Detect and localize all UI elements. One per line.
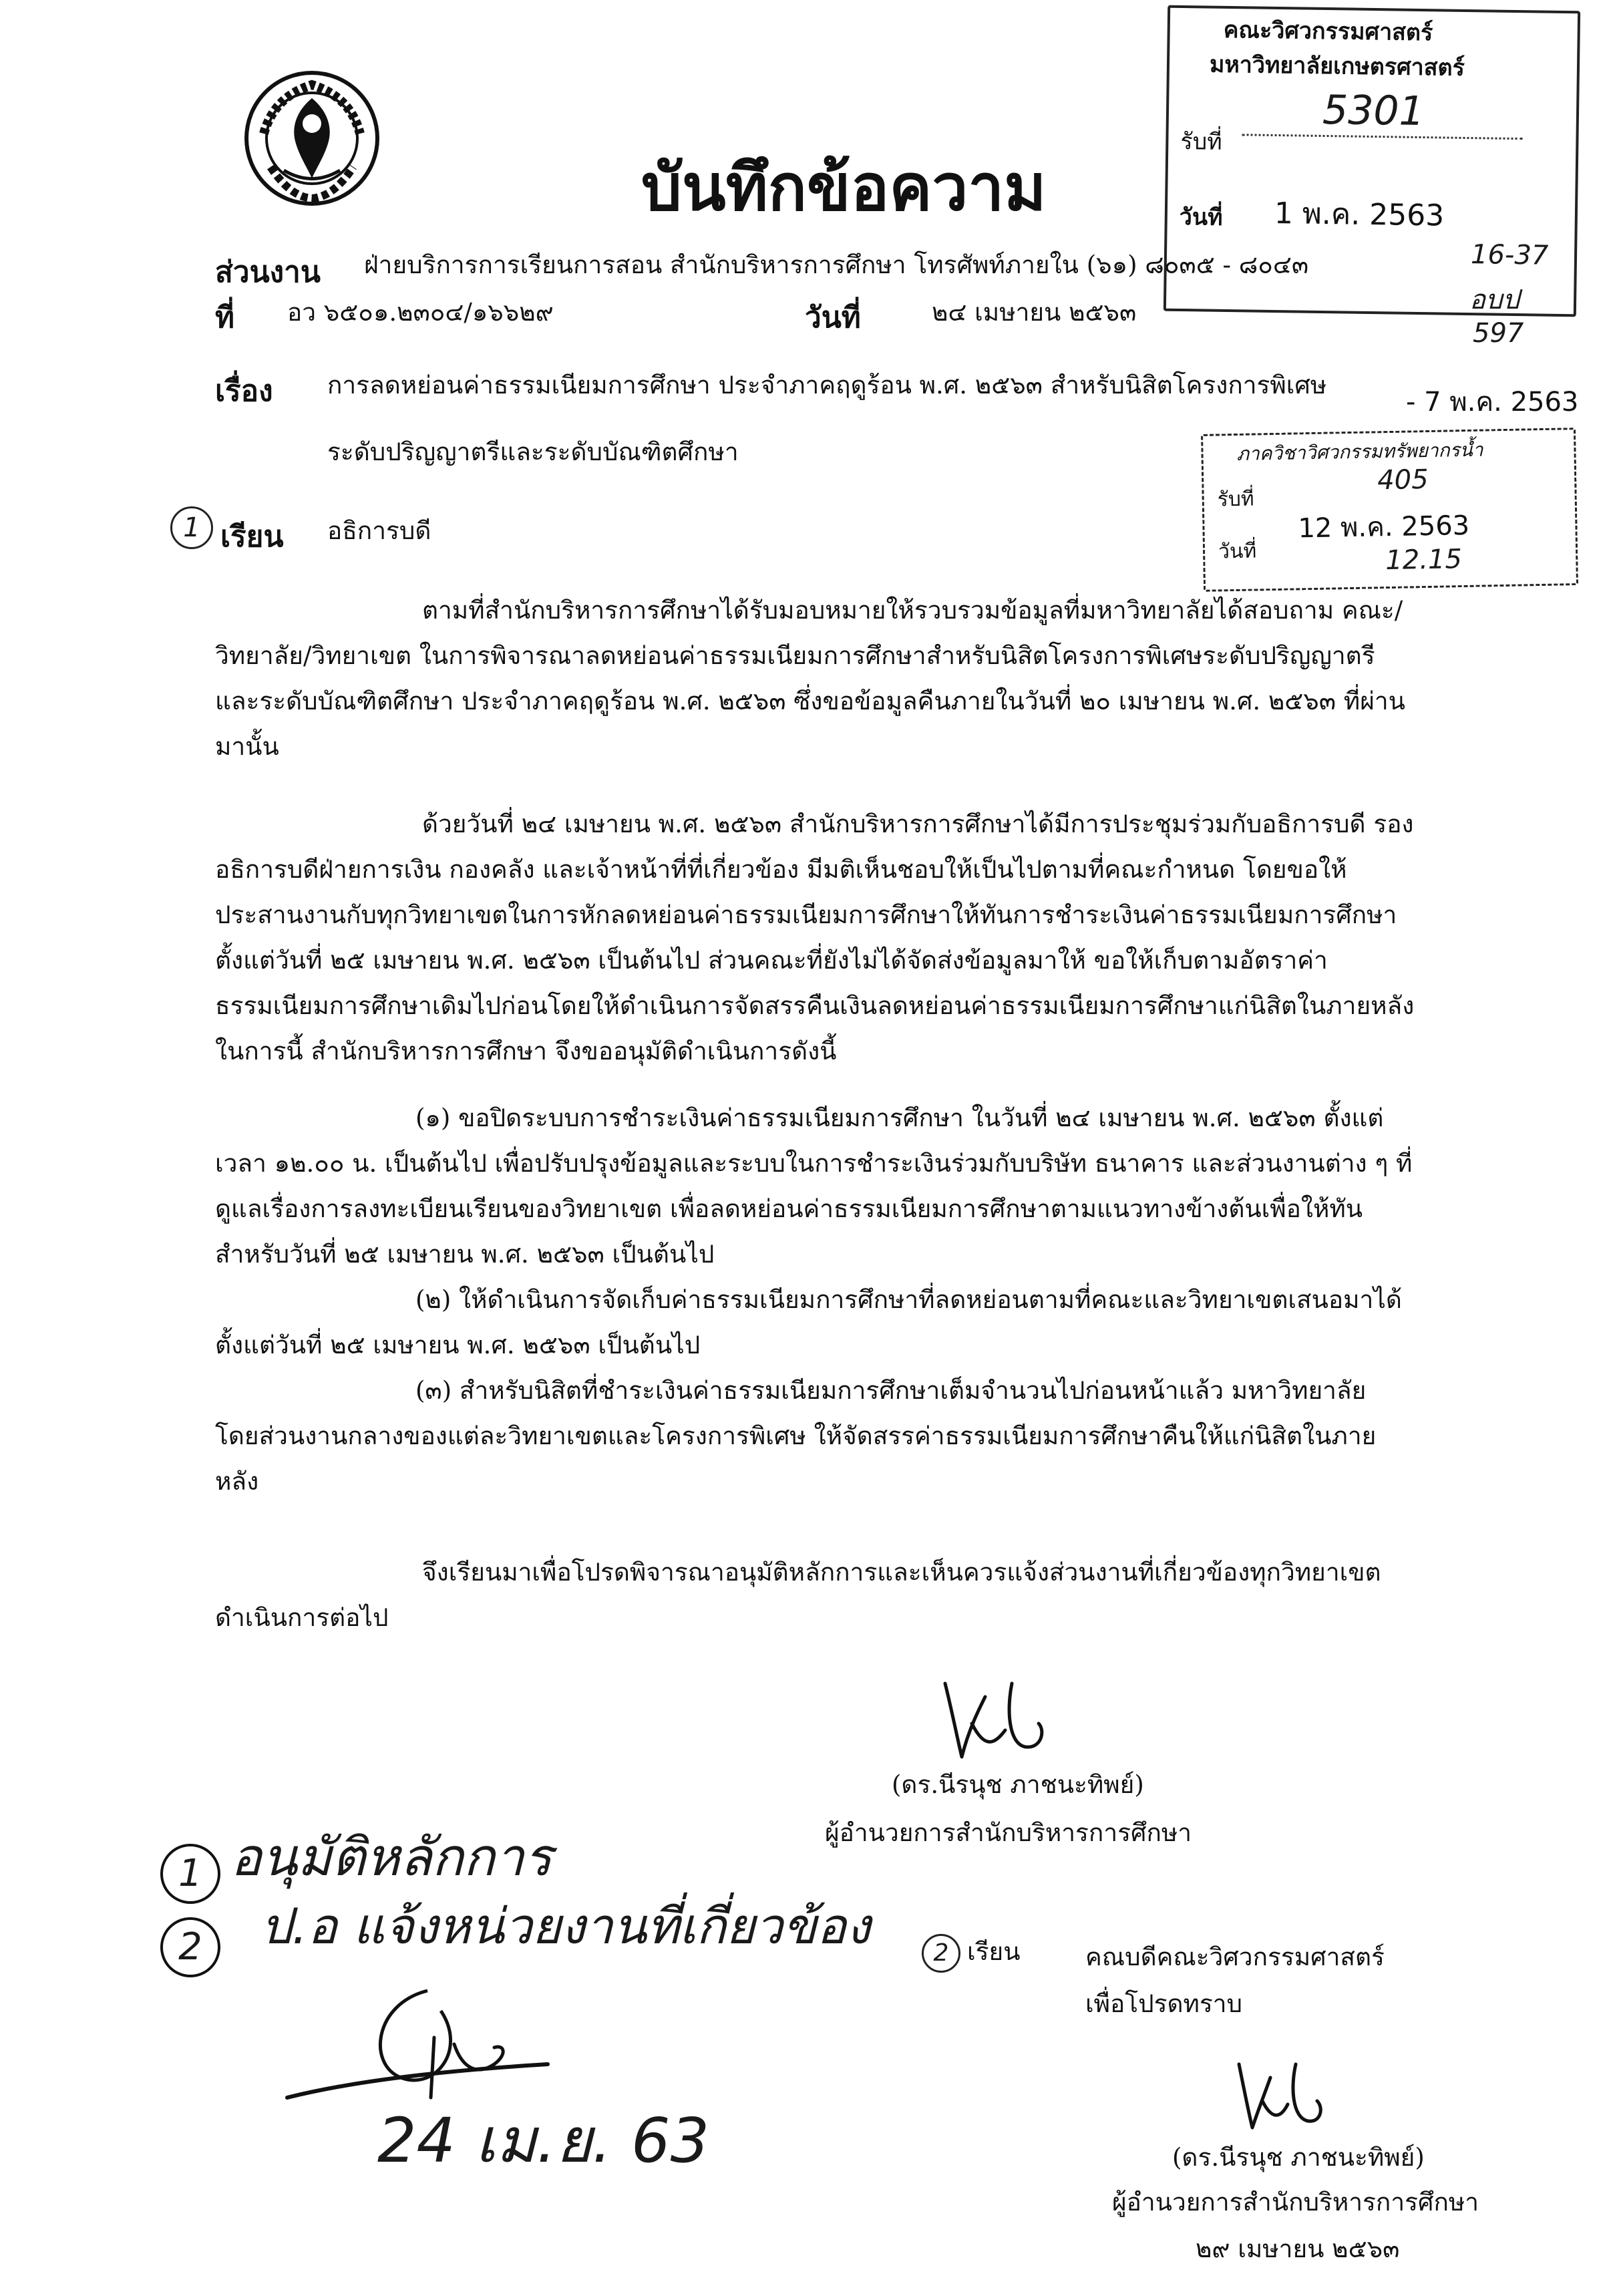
memo-title: บันทึกข้อความ xyxy=(641,150,1047,225)
forward-position: ผู้อำนวยการสำนักบริหารการศึกษา xyxy=(1112,2188,1479,2217)
signatory-position: ผู้อำนวยการสำนักบริหารการศึกษา xyxy=(825,1818,1192,1847)
handwritten-mark-1-circle xyxy=(160,1844,220,1904)
handwritten-mark-2-circle xyxy=(160,1917,220,1977)
signatory-name: (ดร.นีรนุช ภาชนะทิพย์) xyxy=(892,1770,1144,1799)
handwritten-mark-1-number: 1 xyxy=(178,1852,202,1895)
forward-mark-circle xyxy=(922,1934,960,1973)
stamp-faculty-line1: คณะวิศวกรรมศาสตร์ xyxy=(1223,16,1433,47)
to-value: อธิการบดี xyxy=(327,516,431,545)
stamp-dept-recv-no: 405 xyxy=(1377,464,1429,496)
body-item-1: (๑) ขอปิดระบบการชำระเงินค่าธรรมเนียมการศึกษา ในวันที่ ๒๔ เมษายน พ.ศ. ๒๕๖๓ ตั้งแต่เวลา ๑๒.๐๐ น. เป็นต้นไป เพื่อปรับปรุงข้อมูลและระบบในการชำระเงินร่วมกับบริษัท ธนาคาร และส่วนงานต่าง ๆ ที่ดูแลเรื่องการลงทะเบียนเรียนของวิทยาเขต เพื่อลดหย่อนค่าธรรมเนียมการศึกษาตามแนวทางข้างต้นเพื่อให้ทันสำหรับวันที่ ๒๕ เมษายน พ.ศ. ๒๕๖๓ เป็นต้นไป xyxy=(215,1104,1413,1269)
handwritten-note-1: อนุมัติหลักการ xyxy=(230,1828,552,1888)
to-mark-circle xyxy=(170,506,213,549)
stamp-faculty-line2: มหาวิทยาลัยเกษตรศาสตร์ xyxy=(1209,51,1465,81)
stamp-faculty-recv-no: 5301 xyxy=(1322,86,1425,136)
forward-date: ๒๙ เมษายน ๒๕๖๓ xyxy=(1196,2235,1400,2263)
subject-line2: ระดับปริญญาตรีและระดับบัณฑิตศึกษา xyxy=(327,438,739,466)
signature-1 xyxy=(932,1670,1059,1764)
to-label: เรียน xyxy=(220,520,284,554)
stamp-faculty-date-value: 1 พ.ค. 2563 xyxy=(1274,196,1445,233)
received-date-stamp: - 7 พ.ค. 2563 xyxy=(1406,387,1579,418)
forward-name: (ดร.นีรนุช ภาชนะทิพย์) xyxy=(1172,2143,1425,2172)
to-mark-number: 1 xyxy=(183,512,200,543)
stamp-dept-date-label: วันที่ xyxy=(1218,539,1257,564)
body-paragraph-2: ด้วยวันที่ ๒๔ เมษายน พ.ศ. ๒๕๖๓ สำนักบริหารการศึกษาได้มีการประชุมร่วมกับอธิการบดี รองอธิการบดีฝ่ายการเงิน กองคลัง และเจ้าหน้าที่ที่เกี่ยวข้อง มีมติเห็นชอบให้เป็นไปตามที่คณะกำหนด โดยขอให้ประสานงานกับทุกวิทยาเขตในการหักลดหย่อนค่าธรรมเนียมการศึกษาให้ทันการชำระเงินค่าธรรมเนียมการศึกษา ตั้งแต่วันที่ ๒๕ เมษายน พ.ศ. ๒๕๖๓ เป็นต้นไป ส่วนคณะที่ยังไม่ได้จัดส่งข้อมูลมาให้ ขอให้เก็บตามอัตราค่าธรรมเนียมการศึกษาเดิมไปก่อนโดยให้ดำเนินการจัดสรรคืนเงินลดหย่อนค่าธรรมเนียมการศึกษาแก่นิสิตในภายหลัง ในการนี้ สำนักบริหารการศึกษา จึงขออนุมัติดำเนินการดังนี้ xyxy=(215,810,1415,1065)
handwritten-signature xyxy=(274,1964,554,2118)
forward-purpose: เพื่อโปรดทราบ xyxy=(1085,1989,1243,2018)
university-emblem-logo xyxy=(244,70,381,207)
stamp-faculty-recv-label: รับที่ xyxy=(1180,128,1222,156)
ref-label: ที่ xyxy=(215,301,235,335)
stamp-dept-line1: ภาควิชาวิศวกรรมทรัพยากรน้ำ xyxy=(1236,438,1483,465)
forward-label: เรียน xyxy=(967,1937,1021,1966)
handwritten-mark-2-number: 2 xyxy=(178,1925,202,1969)
stamp-faculty-note2: 597 xyxy=(1473,318,1524,349)
stamp-faculty-time: 16-37 xyxy=(1470,239,1549,271)
stamp-faculty-note1: อบป xyxy=(1469,285,1519,315)
body-paragraph-1: ตามที่สำนักบริหารการศึกษาได้รับมอบหมายให้รวบรวมข้อมูลที่มหาวิทยาลัยได้สอบถาม คณะ/วิทยาลัย/วิทยาเขต ในการพิจารณาลดหย่อนค่าธรรมเนียมการศึกษาสำหรับนิสิตโครงการพิเศษระดับปริญญาตรีและระดับบัณฑิตศึกษา ประจำภาคฤดูร้อน พ.ศ. ๒๕๖๓ ซึ่งขอข้อมูลคืนภายในวันที่ ๒๐ เมษายน พ.ศ. ๒๕๖๓ ที่ผ่านมานั้น xyxy=(215,596,1405,761)
handwritten-note-2: ป.อ แจ้งหน่วยงานที่เกี่ยวข้อง xyxy=(260,1898,871,1955)
body-item-2: (๒) ให้ดำเนินการจัดเก็บค่าธรรมเนียมการศึกษาที่ลดหย่อนตามที่คณะและวิทยาเขตเสนอมาได้ตั้งแต่วันที่ ๒๕ เมษายน พ.ศ. ๒๕๖๓ เป็นต้นไป xyxy=(215,1285,1402,1359)
department-receipt-stamp xyxy=(1201,428,1578,592)
dept-label: ส่วนงาน xyxy=(215,255,321,289)
dept-value: ฝ่ายบริการการเรียนการสอน สำนักบริหารการศึกษา โทรศัพท์ภายใน (๖๑) ๘๐๓๕ - ๘๐๔๓ xyxy=(364,251,1309,279)
stamp-dept-time: 12.15 xyxy=(1385,544,1463,577)
subject-label: เรื่อง xyxy=(215,374,273,408)
ref-value: อว ๖๕๐๑.๒๓๐๔/๑๖๖๒๙ xyxy=(287,298,554,327)
forward-to: คณบดีคณะวิศวกรรมศาสตร์ xyxy=(1085,1943,1385,1971)
body-item-3: (๓) สำหรับนิสิตที่ชำระเงินค่าธรรมเนียมการศึกษาเต็มจำนวนไปก่อนหน้าแล้ว มหาวิทยาลัย โดยส่วนงานกลางของแต่ละวิทยาเขตและโครงการพิเศษ ให้จัดสรรค่าธรรมเนียมการศึกษาคืนให้แก่นิสิตในภายหลัง xyxy=(215,1376,1377,1496)
signature-2 xyxy=(1229,2054,1329,2134)
stamp-dept-date-value: 12 พ.ค. 2563 xyxy=(1298,510,1470,544)
stamp-dept-recv-label: รับที่ xyxy=(1217,487,1254,512)
forward-mark-number: 2 xyxy=(933,1939,949,1967)
handwritten-date: 24 เม.ย. 63 xyxy=(377,2105,710,2176)
subject-line1: การลดหย่อนค่าธรรมเนียมการศึกษา ประจำภาคฤดูร้อน พ.ศ. ๒๕๖๓ สำหรับนิสิตโครงการพิเศษ xyxy=(327,371,1327,399)
date-value: ๒๔ เมษายน ๒๕๖๓ xyxy=(932,298,1137,327)
stamp-faculty-date-label: วันที่ xyxy=(1179,203,1223,231)
date-label: วันที่ xyxy=(805,301,861,335)
body-closing: จึงเรียนมาเพื่อโปรดพิจารณาอนุมัติหลักการและเห็นควรแจ้งส่วนงานที่เกี่ยวข้องทุกวิทยาเขต ดำเนินการต่อไป xyxy=(215,1558,1381,1632)
